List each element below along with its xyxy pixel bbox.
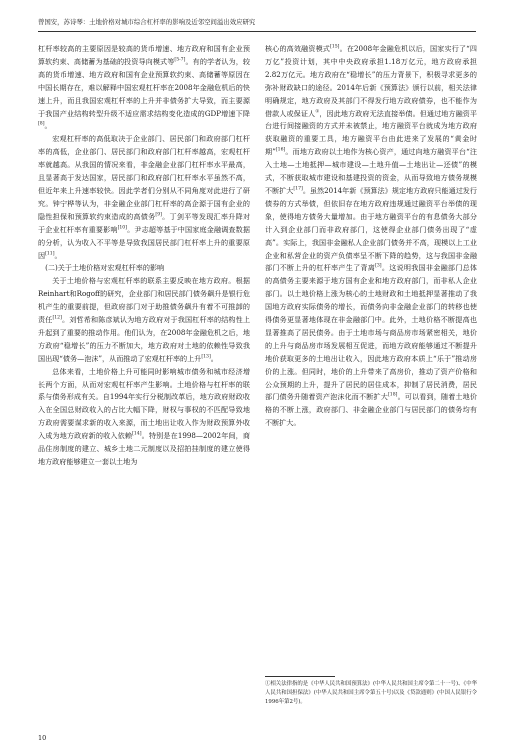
- citation: [13]: [201, 354, 211, 360]
- text: 。: [210, 353, 218, 363]
- paragraph: [38, 43, 250, 133]
- paragraph: [38, 366, 250, 469]
- text: 。有的学者认为，较高的货币增速、地方政府和国有企业预算软约束、高储蓄等原因在中国长期存在，难以解释中国宏观杠杆率在2008年金融危机后的快速上升，而且我国宏观杠杆率的上升并非债务扩大导致，而主要源于我国产业结构转型升级不适应需求结构变化造成的GDP增速下降: [38, 56, 251, 118]
- citation: [14]: [132, 431, 142, 437]
- text: 。特别是在1998—2002年间，商品住房制度的建立、城乡土地二元制度以及招拍挂制度的建立使得地方政府能够建立一套以土地为: [38, 431, 251, 466]
- citation: [3]: [375, 264, 382, 270]
- footnote-rule: [265, 676, 335, 677]
- right-column: [265, 43, 477, 430]
- paragraph: [265, 43, 477, 430]
- citation: [12]: [52, 315, 62, 321]
- text: 。丁剑平等发现汇率升降对于企业杠杆率有重要影响: [38, 211, 251, 234]
- header-rule: [38, 31, 476, 32]
- paragraph: [38, 275, 250, 365]
- citation: [15]: [330, 44, 340, 50]
- text: 宏观杠杆率的高低取决于企业部门、居民部门和政府部门杠杆率的高低，企业部门、居民部门和政府部门杠杆率越高，宏观杠杆率就越高。从我国的情况来看，非金融企业部门杠杆率水平最高，且显著高于发达国家，居民部门和政府部门杠杆率水平虽然不高，但近年来上升速率较快。因此学者们分别从不同角度对此进行了研究。钟宁桦等认为，非金融企业部门杠杆率的高企源于国有企业的隐性担保和预算软约束造成的高债务: [38, 134, 250, 221]
- running-head: 曾国安，苏诗琴：土地价格对城市综合杠杆率的影响及近邻空间溢出效应研究: [38, 18, 256, 26]
- citation: [8]: [38, 122, 45, 128]
- left-column: [38, 43, 250, 469]
- footnote: ①相关法律指的是《中华人民共和国预算法》(中华人民共和国主席令第二十一号)、《中华人民共和国担保法》(中华人民共和国主席令第五十号)以及《贷款通则》(中国人民银行令1996年第2号)。: [265, 681, 477, 706]
- text: 。在2008年金融危机以后，国家实行了“四万亿”投资计划，其中中央政府承担1.18万亿元，地方政府承担2.82万亿元。地方政府在“稳增长”的压力背景下，积极寻求更多的弥补财政缺口的途径。2014年后新《预算法》颁行以前，相关法律明确规定，地方政府及其部门不得发行地方政府债券，也不能作为借款人或保证人: [265, 44, 478, 118]
- footnote-marker: ①: [315, 109, 320, 115]
- text: 。可以看到，随着土地价格的不断上涨，政府部门、非金融企业部门与居民部门的债务均有不断扩大。: [265, 392, 477, 428]
- text: ，因此地方政府无法直接举债。但通过地方融资平台进行间接融资的方式并未被禁止，地方融资平台就成为地方政府获取融资的重要工具，地方融资平台由此进来了发展的“黄金时期”: [265, 108, 478, 157]
- text: 关于土地价格与宏观杠杆率的联系主要反映在地方政府。根据Reinhart和Rogoff的研究，企业部门和居民部门债务飙升是银行危机产生的重要前提，但政府部门对于助推债务飙升有着不可推卸的责任: [38, 276, 250, 325]
- text: 。这说明我国非金融部门总体的高债务主要来源于地方国有企业和地方政府部门，而非私人企业部门。以土地价格上涨为核心的土地财政和土地抵押显著推动了我国地方政府实际债务的增长，而债务向非金融企业部门的转移也使得债务更显著地体现在非金融部门中。此外，土地价格不断提高也显著推高了居民债务。由于土地市场与商品房市场紧密相关，地价的上升与商品房市场发展相互促进，而地方政府能够通过不断提升地价获取更多的土地出让收入，因此地方政府本质上“乐于”推动房价的上涨。但同时，地价的上升带来了高房价，推动了资产价格和公众预期的上升，提升了居民的居住成本，抑制了居民消费，居民部门债务升随着资产泡沫化而不断扩大: [265, 263, 478, 402]
- citation: [11]: [45, 251, 55, 257]
- citation: [5-7]: [174, 57, 186, 63]
- citation: [18]: [387, 393, 398, 399]
- section-heading: (二)关于土地价格对宏观杠杆率的影响: [45, 263, 165, 273]
- citation: [10]: [117, 225, 128, 231]
- text: 核心的高效融资模式: [265, 44, 331, 53]
- citation: [16]: [275, 147, 286, 153]
- page-number: 10: [38, 734, 47, 742]
- citation: [17]: [293, 186, 303, 192]
- text: 。: [54, 250, 62, 260]
- text: 总体来看，土地价格上升可能同时影响城市债务和城市经济增长两个方面，从而对宏观杠杆率产生影响。土地价格与杠杆率的联系与债务形成有关。自1994年实行分税制改革后，地方政府财政收入在全国总财政收入的占比大幅下降，财权与事权的不匹配导致地方政府需要谋求新的收入来源，而土地出让收入作为财政预算外收入成为地方政府新的收入依赖: [38, 366, 250, 441]
- text: 。刘哲希和陈彦斌认为地方政府对于我国杠杆率的结构性上升起到了重要的推动作用。他们认为，在2008年金融危机之后，地方政府“稳增长”的压力不断加大，地方政府对土地的依赖性导致我国出现“债务—泡沫”，从而推动了宏观杠杆率的上升: [38, 315, 250, 363]
- text: 杠杆率较高的主要原因是较高的货币增速、地方政府和国有企业预算软约束、高储蓄为基础的投资导向模式等: [38, 44, 250, 66]
- citation: [9]: [155, 212, 162, 218]
- text: 。: [44, 121, 52, 131]
- text: 。而地方政府以土地作为核心资产，通过向地方融资平台“注入土地—土地抵押—城市建设—土地升值—土地出让—还债”的模式，不断获取城市建设和基建投资的资金，从而导致地方债务规模不断扩大: [265, 147, 477, 195]
- paragraph: [38, 133, 250, 262]
- text: 。尹志超等基于中国家庭金融调查数据的分析，认为收入不平等是导致我国居民部门杠杆率上升的重要原因: [38, 224, 250, 260]
- text: 。虽然2014年新《预算法》规定地方政府只能通过发行债券的方式举债，但依旧存在地方政府违规通过融资平台举债的现象，使得地方债务大量增加。由于地方融资平台的有息债务大部分计入到企业部门而非政府部门，这使得企业部门债务出现了“虚高”。实际上，我国非金融私人企业部门债务并不高，现模以上工业企业和私营企业的资产负债率呈不断下降的趋势，这与我国非金融部门不断上升的杠杆率产生了背离: [265, 185, 477, 273]
